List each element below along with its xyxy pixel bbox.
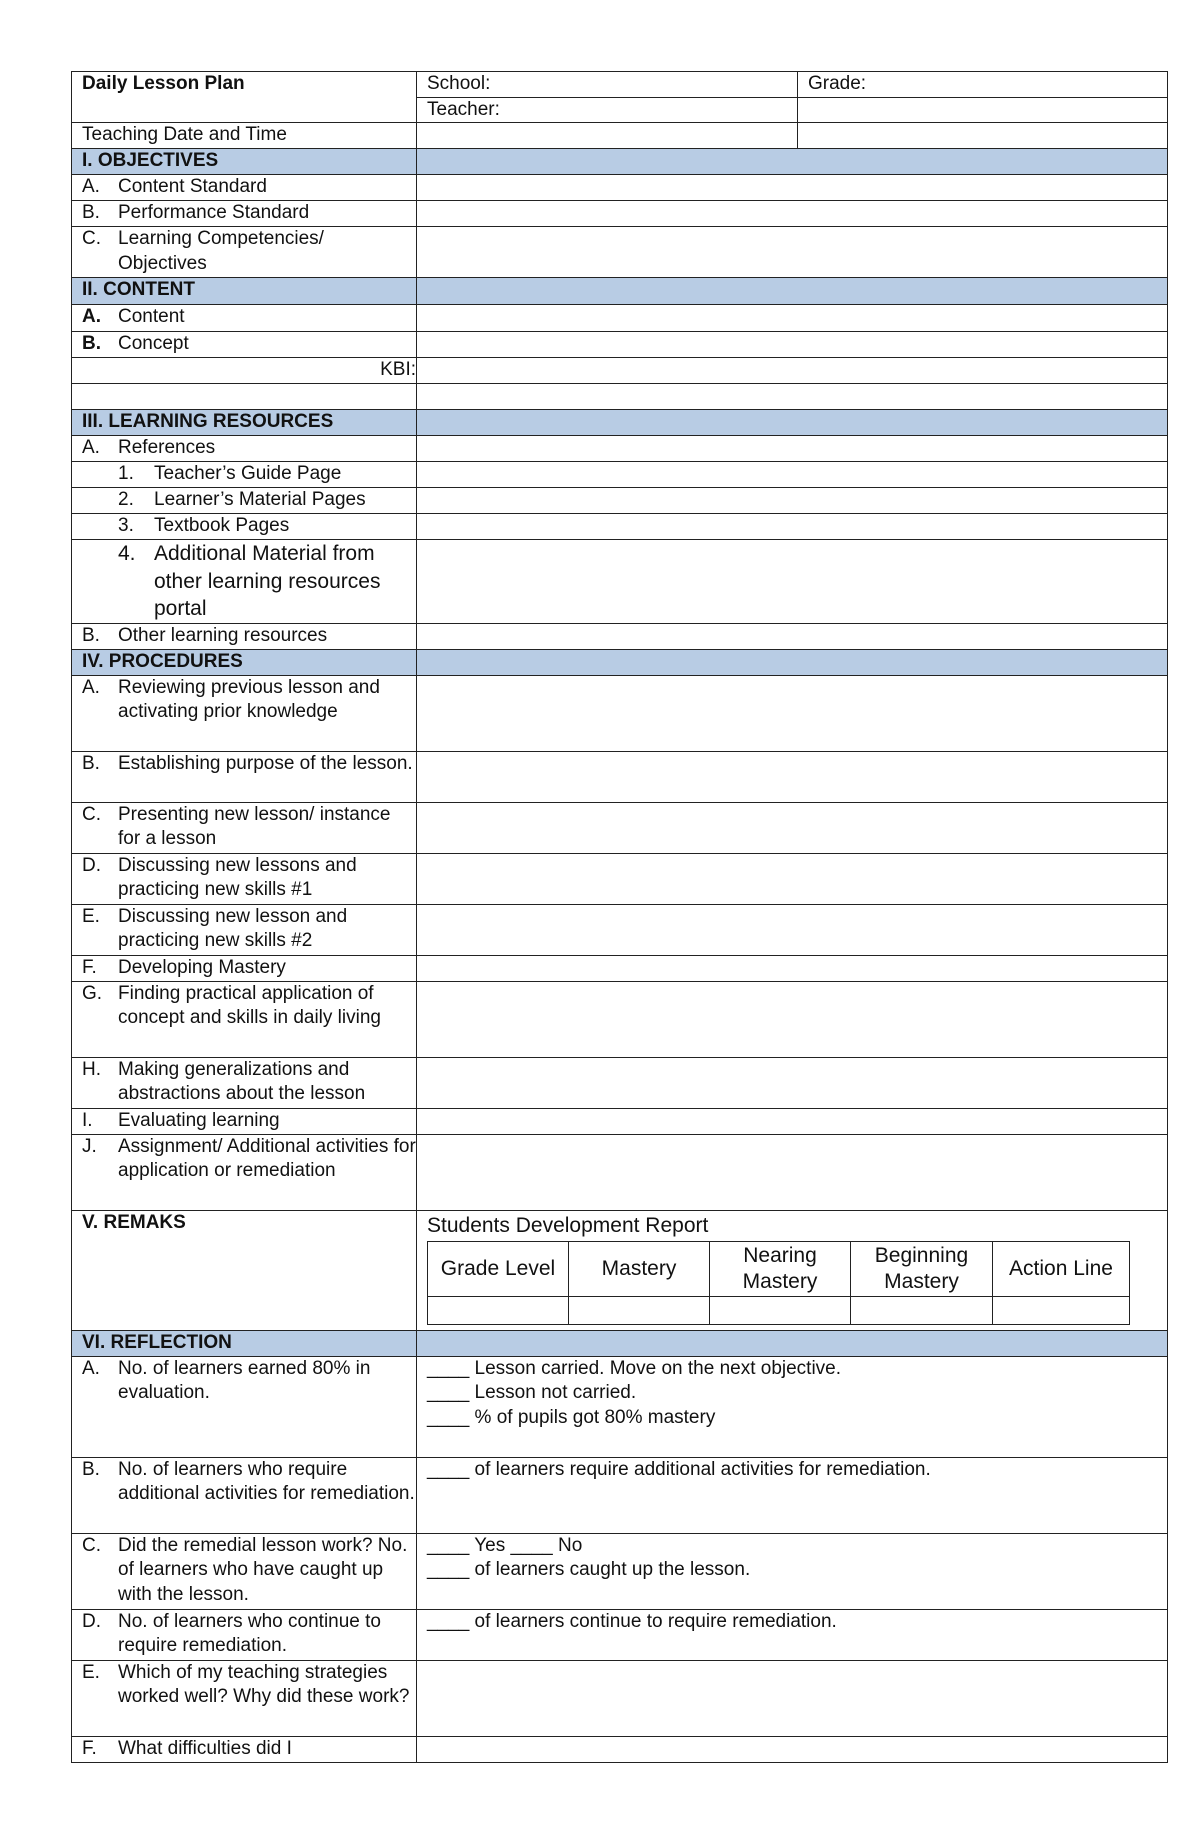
reflection-item — [72, 1356, 417, 1457]
item-letter: D. — [82, 854, 101, 876]
teacher-field[interactable] — [417, 97, 798, 123]
column-header: Nearing Mastery — [710, 1241, 851, 1296]
header-blank-cell[interactable] — [798, 97, 1168, 123]
column-header: Beginning Mastery — [851, 1241, 993, 1296]
reflection-item — [72, 1609, 417, 1660]
content-field[interactable] — [417, 305, 1168, 332]
procedure-field[interactable] — [417, 955, 1168, 981]
item-label: Discussing new lesson and practicing new skills #2 — [118, 905, 348, 951]
reflection-response[interactable] — [417, 1609, 1168, 1660]
section-resources-fill — [417, 410, 1168, 436]
item-letter: C. — [82, 228, 101, 249]
item-number: 4. — [118, 542, 136, 565]
lesson-plan-sheet — [71, 71, 1167, 1763]
objective-item — [72, 175, 417, 201]
response-line: ____ Lesson not carried. — [427, 1382, 637, 1403]
blank-label-cell — [72, 384, 417, 410]
item-label: Concept — [118, 333, 189, 354]
procedure-field[interactable] — [417, 981, 1168, 1057]
item-letter: A. — [82, 306, 101, 327]
teachers-guide-field[interactable] — [417, 462, 1168, 488]
resources-item — [72, 436, 417, 462]
response-line: ____ of learners require additional activities for remediation. — [427, 1458, 931, 1480]
section-reflection-fill — [417, 1330, 1168, 1356]
report-title: Students Development Report — [427, 1213, 709, 1237]
procedure-item — [72, 802, 417, 853]
item-letter: B. — [82, 202, 100, 223]
resources-sub-item — [72, 488, 417, 514]
procedure-field[interactable] — [417, 1057, 1168, 1108]
procedure-field[interactable] — [417, 675, 1168, 751]
item-label: Learning Competencies/ Objectives — [118, 228, 324, 274]
blank-field[interactable] — [417, 384, 1168, 410]
textbook-pages-field[interactable] — [417, 514, 1168, 540]
teacher-label: Teacher: — [427, 98, 500, 120]
section-reflection-heading: VI. REFLECTION — [72, 1330, 417, 1356]
section-procedures-heading: IV. PROCEDURES — [72, 649, 417, 675]
item-letter: B. — [82, 624, 100, 646]
objective-item — [72, 201, 417, 227]
item-label: Establishing purpose of the lesson. — [118, 752, 413, 774]
item-label: No. of learners earned 80% in evaluation. — [118, 1357, 371, 1403]
item-letter: A. — [82, 437, 100, 458]
item-letter: H. — [82, 1058, 101, 1080]
item-letter: A. — [82, 176, 100, 197]
item-label: Presenting new lesson/ instance for a lesson — [118, 803, 391, 849]
content-item — [72, 305, 417, 332]
lesson-plan-table — [71, 71, 1168, 1763]
item-label: Teacher’s Guide Page — [154, 463, 342, 484]
section-objectives-fill — [417, 149, 1168, 175]
response-line: ____ of learners continue to require remediation. — [427, 1610, 837, 1632]
response-line: ____ of learners caught up the lesson. — [427, 1559, 751, 1580]
kbi-label: KBI: — [72, 358, 417, 384]
column-header: Action Line — [993, 1241, 1130, 1296]
item-letter: A. — [82, 1357, 100, 1379]
section-content-fill — [417, 278, 1168, 305]
report-input-cell[interactable] — [851, 1296, 993, 1324]
procedure-item — [72, 955, 417, 981]
item-label: Textbook Pages — [154, 515, 290, 536]
procedure-item — [72, 981, 417, 1057]
item-label: Discussing new lessons and practicing new skills #1 — [118, 854, 357, 900]
section-resources-heading: III. LEARNING RESOURCES — [72, 410, 417, 436]
item-label: Developing Mastery — [118, 956, 286, 978]
item-letter: I. — [82, 1109, 93, 1131]
item-label: Did the remedial lesson work? No. of learners who have caught up with the lesson. — [118, 1534, 408, 1605]
item-number: 2. — [118, 489, 134, 510]
item-label: References — [118, 437, 216, 458]
reflection-response[interactable] — [417, 1660, 1168, 1736]
remarks-cell — [417, 1210, 1168, 1330]
item-label: Making generalizations and abstractions about the lesson — [118, 1058, 366, 1104]
response-line: ____ Yes ____ No — [427, 1534, 583, 1556]
item-letter: C. — [82, 1534, 101, 1556]
item-letter: D. — [82, 1610, 101, 1632]
procedure-item — [72, 853, 417, 904]
procedure-field[interactable] — [417, 904, 1168, 955]
reflection-item — [72, 1457, 417, 1533]
item-letter: F. — [82, 1737, 97, 1759]
item-label: Content — [118, 306, 185, 327]
item-label: Performance Standard — [118, 202, 310, 223]
reflection-response[interactable] — [417, 1533, 1168, 1609]
concept-field[interactable] — [417, 332, 1168, 358]
item-label: No. of learners who require additional activities for remediation. — [118, 1458, 415, 1504]
response-line: ____ Lesson carried. Move on the next objective. — [427, 1357, 842, 1379]
item-number: 3. — [118, 515, 134, 536]
procedure-item — [72, 904, 417, 955]
report-input-cell[interactable] — [569, 1296, 710, 1324]
grade-label: Grade: — [808, 73, 867, 94]
procedure-item — [72, 751, 417, 802]
item-letter: J. — [82, 1135, 97, 1157]
column-header: Grade Level — [428, 1241, 569, 1296]
item-label: Additional Material from other learning resources portal — [154, 542, 381, 620]
item-letter: E. — [82, 1661, 100, 1683]
section-procedures-fill — [417, 649, 1168, 675]
report-input-cell[interactable] — [428, 1296, 569, 1324]
reflection-response[interactable] — [417, 1356, 1168, 1457]
teaching-date-field[interactable] — [417, 123, 798, 149]
procedure-item — [72, 1134, 417, 1210]
report-input-cell[interactable] — [993, 1296, 1130, 1324]
reflection-response[interactable] — [417, 1457, 1168, 1533]
school-label: School: — [427, 73, 491, 94]
reflection-response[interactable] — [417, 1736, 1168, 1762]
reflection-item — [72, 1660, 417, 1736]
item-letter: B. — [82, 752, 100, 774]
item-label: Other learning resources — [118, 624, 328, 646]
resources-sub-item — [72, 462, 417, 488]
performance-standard-field[interactable] — [417, 201, 1168, 227]
procedure-item — [72, 1108, 417, 1134]
content-standard-field[interactable] — [417, 175, 1168, 201]
procedure-item — [72, 675, 417, 751]
procedure-field[interactable] — [417, 853, 1168, 904]
resources-item — [72, 623, 417, 649]
resources-sub-item — [72, 514, 417, 540]
report-input-cell[interactable] — [710, 1296, 851, 1324]
reflection-item — [72, 1736, 417, 1762]
item-label: No. of learners who continue to require remediation. — [118, 1610, 381, 1656]
objective-item — [72, 227, 417, 278]
learners-material-field[interactable] — [417, 488, 1168, 514]
kbi-field[interactable] — [417, 358, 1168, 384]
section-objectives-heading: I. OBJECTIVES — [72, 149, 417, 175]
item-label: Evaluating learning — [118, 1109, 280, 1131]
document-title: Daily Lesson Plan — [72, 72, 417, 123]
item-label: Assignment/ Additional activities for application or remediation — [118, 1135, 416, 1181]
resources-sub-item — [72, 540, 417, 624]
response-line: ____ % of pupils got 80% mastery — [427, 1406, 716, 1428]
grade-field[interactable] — [798, 72, 1168, 98]
item-label: Learner’s Material Pages — [154, 489, 366, 510]
item-letter: B. — [82, 1458, 100, 1480]
procedure-field[interactable] — [417, 1108, 1168, 1134]
item-letter: E. — [82, 905, 100, 927]
item-label: Finding practical application of concept and skills in daily living — [118, 982, 381, 1028]
remarks-heading: V. REMAKS — [72, 1210, 417, 1330]
item-number: 1. — [118, 463, 134, 484]
procedure-field[interactable] — [417, 751, 1168, 802]
item-letter: B. — [82, 333, 101, 354]
item-letter: F. — [82, 956, 97, 978]
reflection-item — [72, 1533, 417, 1609]
content-item — [72, 332, 417, 358]
school-field[interactable] — [417, 72, 798, 98]
learning-competencies-field[interactable] — [417, 227, 1168, 278]
item-label: Reviewing previous lesson and activating prior knowledge — [118, 676, 380, 722]
item-label: What difficulties did I — [118, 1737, 292, 1759]
column-header: Mastery — [569, 1241, 710, 1296]
procedure-field[interactable] — [417, 802, 1168, 853]
procedure-item — [72, 1057, 417, 1108]
development-report-table — [427, 1241, 1130, 1325]
item-letter: C. — [82, 803, 101, 825]
item-label: Which of my teaching strategies worked well? Why did these work? — [118, 1661, 410, 1707]
procedure-field[interactable] — [417, 1134, 1168, 1210]
section-content-heading: II. CONTENT — [72, 278, 417, 305]
additional-material-field[interactable] — [417, 540, 1168, 624]
references-field[interactable] — [417, 436, 1168, 462]
item-letter: G. — [82, 982, 103, 1004]
other-resources-field[interactable] — [417, 623, 1168, 649]
teaching-time-field[interactable] — [798, 123, 1168, 149]
item-letter: A. — [82, 676, 100, 698]
item-label: Content Standard — [118, 176, 267, 197]
teaching-date-label: Teaching Date and Time — [72, 123, 417, 149]
